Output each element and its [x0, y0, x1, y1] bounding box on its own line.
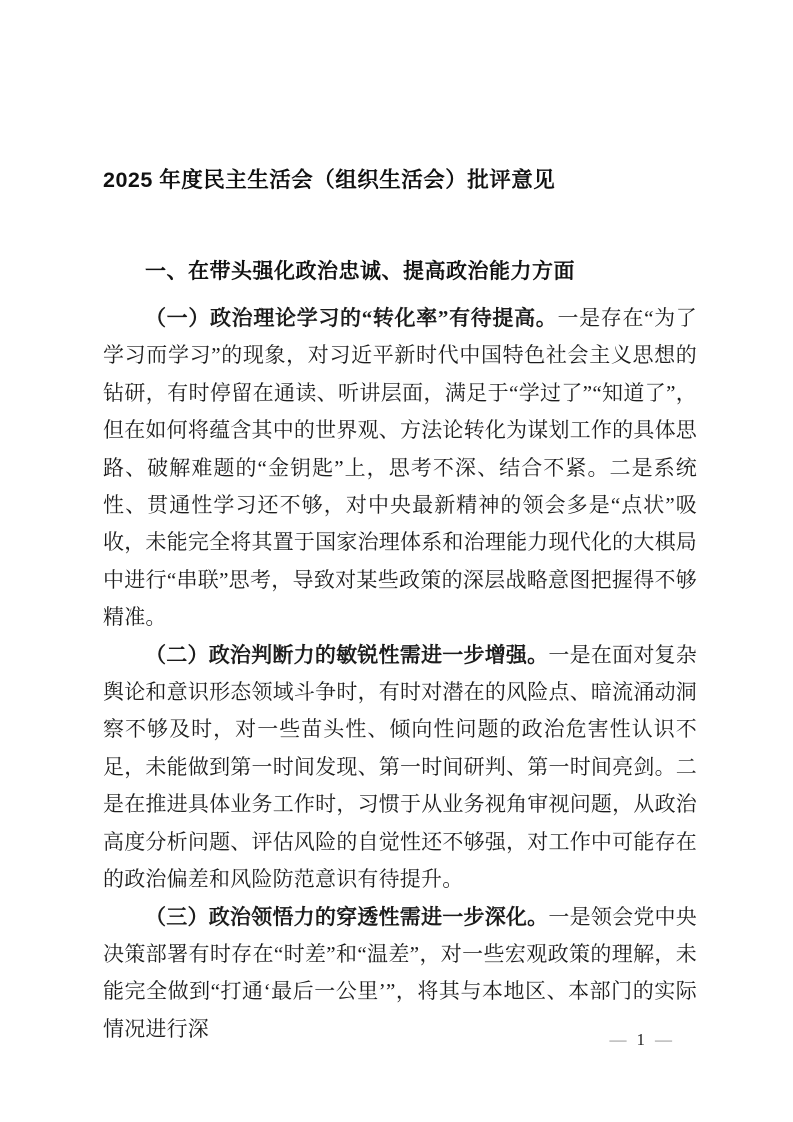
paragraph-1	[103, 300, 697, 637]
section-heading: 一、在带头强化政治忠诚、提高政治能力方面	[145, 260, 575, 283]
paragraph-2	[103, 637, 697, 899]
paragraph-1-lead: （一）政治理论学习的“转化率”有待提高。	[145, 306, 558, 330]
page-number-value: 1	[636, 1030, 645, 1049]
page-number-left-dash: —	[609, 1030, 627, 1049]
paragraph-1-text: 一是存在“为了学习而学习”的现象，对习近平新时代中国特色社会主义思想的钻研，有时停留在通读、听讲层面，满足于“学过了”“知道了”，但在如何将蕴含其中的世界观、方法论转化为谋划工作的具体思路、破解难题的“金钥匙”上，思考不深、结合不紧。二是系统性、贯通性学习还不够，对中央最新精神的领会多是“点状”吸收，未能完全将其置于国家治理体系和治理能力现代化的大棋局中进行“串联”思考，导致对某些政策的深层战略意图把握得不够精准。	[103, 306, 697, 630]
paragraph-3-text: 一是领会党中央决策部署有时存在“时差”和“温差”，对一些宏观政策的理解，未能完全做到“打通‘最后一公里’”，将其与本地区、本部门的实际情况进行深	[103, 904, 697, 1041]
document-body	[103, 300, 697, 1048]
paragraph-2-text: 一是在面对复杂舆论和意识形态领域斗争时，有时对潜在的风险点、暗流涌动洞察不够及时，对一些苗头性、倾向性问题的政治危害性认识不足，未能做到第一时间发现、第一时间研判、第一时间亮剑。二是在推进具体业务工作时，习惯于从业务视角审视问题，从政治高度分析问题、评估风险的自觉性还不够强，对工作中可能存在的政治偏差和风险防范意识有待提升。	[103, 642, 697, 892]
paragraph-3	[103, 899, 697, 1049]
paragraph-2-lead: （二）政治判断力的敏锐性需进一步增强。	[145, 642, 549, 667]
page-number-right-dash: —	[655, 1030, 672, 1049]
document-title: 2025 年度民主生活会（组织生活会）批评意见	[103, 168, 556, 192]
paragraph-3-lead: （三）政治领悟力的穿透性需进一步深化。	[145, 904, 549, 929]
page-number	[610, 1030, 673, 1050]
